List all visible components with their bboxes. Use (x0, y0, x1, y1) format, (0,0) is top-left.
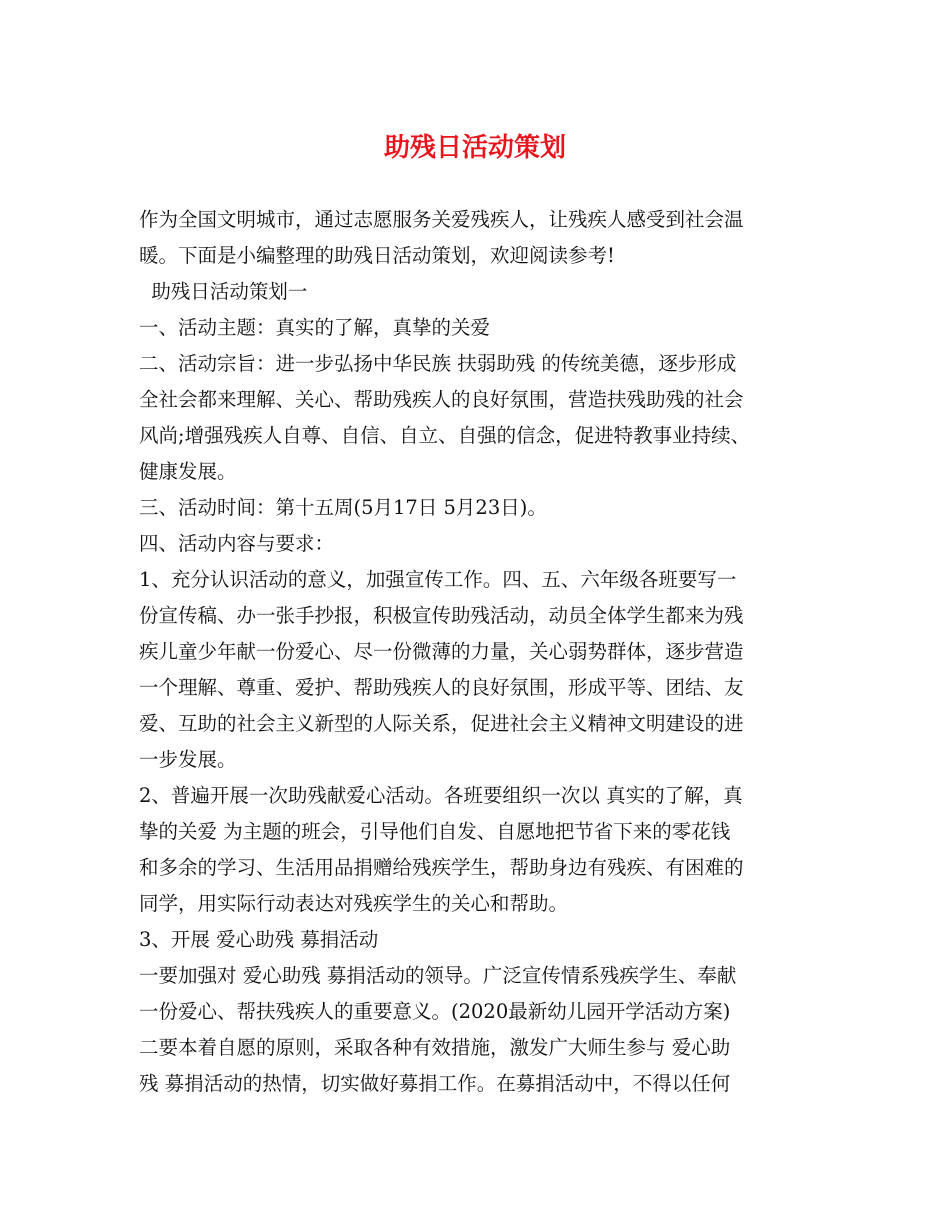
body-line: 二要本着自愿的原则，采取各种有效措施，激发广大师生参与 爱心助 (139, 1036, 731, 1059)
body-line: 份宣传稿、办一张手抄报，积极宣传助残活动，动员全体学生都来为残 (139, 604, 744, 627)
body-line: 一、活动主题：真实的了解，真挚的关爱 (139, 316, 491, 339)
document-title: 助残日活动策划 (383, 133, 566, 163)
body-line: 一步发展。 (139, 748, 237, 771)
body-line: 风尚;增强残疾人自尊、自信、自立、自强的信念，促进特教事业持续、 (139, 424, 751, 447)
document-body (139, 202, 819, 1102)
section-heading: 助残日活动策划一 (139, 280, 308, 303)
body-line: 全社会都来理解、关心、帮助残疾人的良好氛围，营造扶残助残的社会 (139, 388, 744, 411)
body-line: 作为全国文明城市，通过志愿服务关爱残疾人，让残疾人感受到社会温 (139, 208, 744, 231)
body-line: 一要加强对 爱心助残 募捐活动的领导。广泛宣传情系残疾学生、奉献 (139, 964, 737, 987)
body-line: 同学，用实际行动表达对残疾学生的关心和帮助。 (139, 892, 569, 915)
body-line: 残 募捐活动的热情，切实做好募捐工作。在募捐活动中，不得以任何 (139, 1072, 731, 1095)
body-line: 一个理解、尊重、爱护、帮助残疾人的良好氛围，形成平等、团结、友 (139, 676, 744, 699)
body-line: 三、活动时间：第十五周(5月17日 5月23日)。 (139, 496, 547, 519)
body-line: 疾儿童少年献一份爱心、尽一份微薄的力量，关心弱势群体，逐步营造 (139, 640, 744, 663)
body-line: 四、活动内容与要求： (139, 532, 335, 555)
body-line: 暖。下面是小编整理的助残日活动策划，欢迎阅读参考! (139, 244, 615, 267)
body-line: 和多余的学习、生活用品捐赠给残疾学生，帮助身边有残疾、有困难的 (139, 856, 744, 879)
body-line: 二、活动宗旨：进一步弘扬中华民族 扶弱助残 的传统美德，逐步形成 (139, 352, 737, 375)
body-line: 健康发展。 (139, 460, 237, 483)
body-line: 3、开展 爱心助残 募捐活动 (139, 928, 379, 951)
body-line: 爱、互助的社会主义新型的人际关系，促进社会主义精神文明建设的进 (139, 712, 744, 735)
body-line: 1、充分认识活动的意义，加强宣传工作。四、五、六年级各班要写一 (139, 568, 737, 591)
body-line: 挚的关爱 为主题的班会，引导他们自发、自愿地把节省下来的零花钱 (139, 820, 731, 843)
body-line: 2、普遍开展一次助残献爱心活动。各班要组织一次以 真实的了解，真 (139, 784, 743, 807)
body-line: 一份爱心、帮扶残疾人的重要意义。(2020最新幼儿园开学活动方案) (139, 1000, 731, 1023)
